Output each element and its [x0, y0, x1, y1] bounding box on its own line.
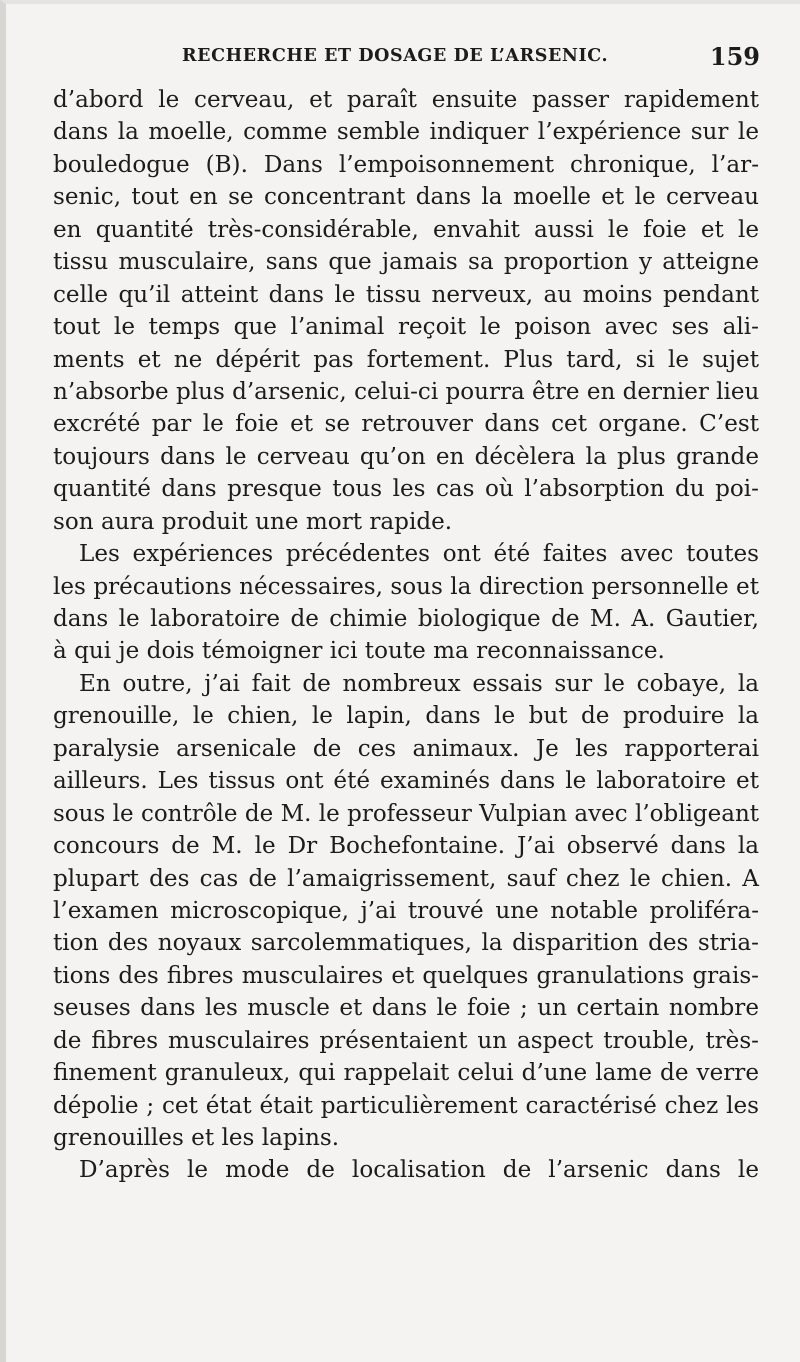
text-line: bouledogue (B). Dans l’empoisonnement chronique, l’ar-	[53, 151, 759, 178]
text-line: excrété par le foie et se retrouver dans cet organe. C’est	[53, 411, 759, 438]
text-line: celle qu’il atteint dans le tissu nerveux, au moins pendant	[53, 281, 759, 308]
text-line: l’examen microscopique, j’ai trouvé une notable proliféra-	[53, 897, 759, 924]
text-line: toujours dans le cerveau qu’on en décèlera la plus grande	[53, 443, 759, 470]
text-line: en quantité très-considérable, envahit aussi le foie et le	[53, 216, 759, 243]
text-line: grenouille, le chien, le lapin, dans le but de produire la	[53, 703, 759, 730]
page-header	[182, 42, 760, 72]
text-line: grenouilles et les lapins.	[53, 1125, 340, 1151]
text-line: dans la moelle, comme semble indiquer l’expérience sur le	[53, 119, 759, 146]
text-line: à qui je dois témoigner ici toute ma reconnaissance.	[53, 638, 665, 665]
text-line: tions des fibres musculaires et quelques granulations grais-	[53, 962, 759, 989]
text-line: ailleurs. Les tissus ont été examinés dans le laboratoire et	[53, 768, 759, 795]
text-line: finement granuleux, qui rappelait celui d’une lame de verre	[53, 1060, 759, 1087]
text-line: senic, tout en se concentrant dans la moelle et le cerveau	[53, 184, 759, 211]
text-line: quantité dans presque tous les cas où l’absorption du poi-	[53, 476, 759, 503]
body-text	[53, 84, 759, 1187]
text-line: Les expériences précédentes ont été faites avec toutes	[79, 541, 759, 568]
text-line: concours de M. le Dr Bochefontaine. J’ai observé dans la	[53, 833, 759, 860]
paragraph-1	[53, 84, 759, 538]
text-line: les précautions nécessaires, sous la direction personnelle et	[53, 573, 759, 600]
text-line: de fibres musculaires présentaient un aspect trouble, très-	[53, 1027, 759, 1054]
paragraph-2	[53, 538, 759, 668]
text-line: sous le contrôle de M. le professeur Vulpian avec l’obligeant	[53, 800, 760, 827]
text-line: tissu musculaire, sans que jamais sa proportion y atteigne	[53, 249, 759, 276]
text-line: En outre, j’ai fait de nombreux essais sur le cobaye, la	[79, 670, 759, 697]
text-line: son aura produit une mort rapide.	[53, 508, 453, 535]
text-line: tout le temps que l’animal reçoit le poison avec ses ali-	[53, 314, 759, 341]
paragraph-3	[53, 668, 759, 1155]
text-line: tion des noyaux sarcolemmatiques, la disparition des stria-	[53, 930, 759, 957]
page-number: 159	[709, 42, 760, 71]
running-title: RECHERCHE ET DOSAGE DE L’ARSENIC.	[182, 46, 609, 66]
text-line: dans le laboratoire de chimie biologique de M. A. Gautier,	[53, 606, 759, 632]
paragraph-4	[53, 1154, 759, 1186]
text-line: seuses dans les muscle et dans le foie ; un certain nombre	[53, 995, 759, 1022]
text-line: ments et ne dépérit pas fortement. Plus tard, si le sujet	[53, 346, 759, 373]
text-line: dépolie ; cet état était particulièrement caractérisé chez les	[53, 1092, 759, 1119]
text-line: n’absorbe plus d’arsenic, celui-ci pourra être en dernier lieu	[53, 378, 760, 405]
text-line: d’abord le cerveau, et paraît ensuite passer rapidement	[53, 87, 759, 113]
text-line: plupart des cas de l’amaigrissement, sauf chez le chien. A	[53, 865, 759, 892]
text-line: paralysie arsenicale de ces animaux. Je les rapporterai	[53, 735, 759, 762]
text-line: D’après le mode de localisation de l’arsenic dans le	[79, 1157, 759, 1184]
